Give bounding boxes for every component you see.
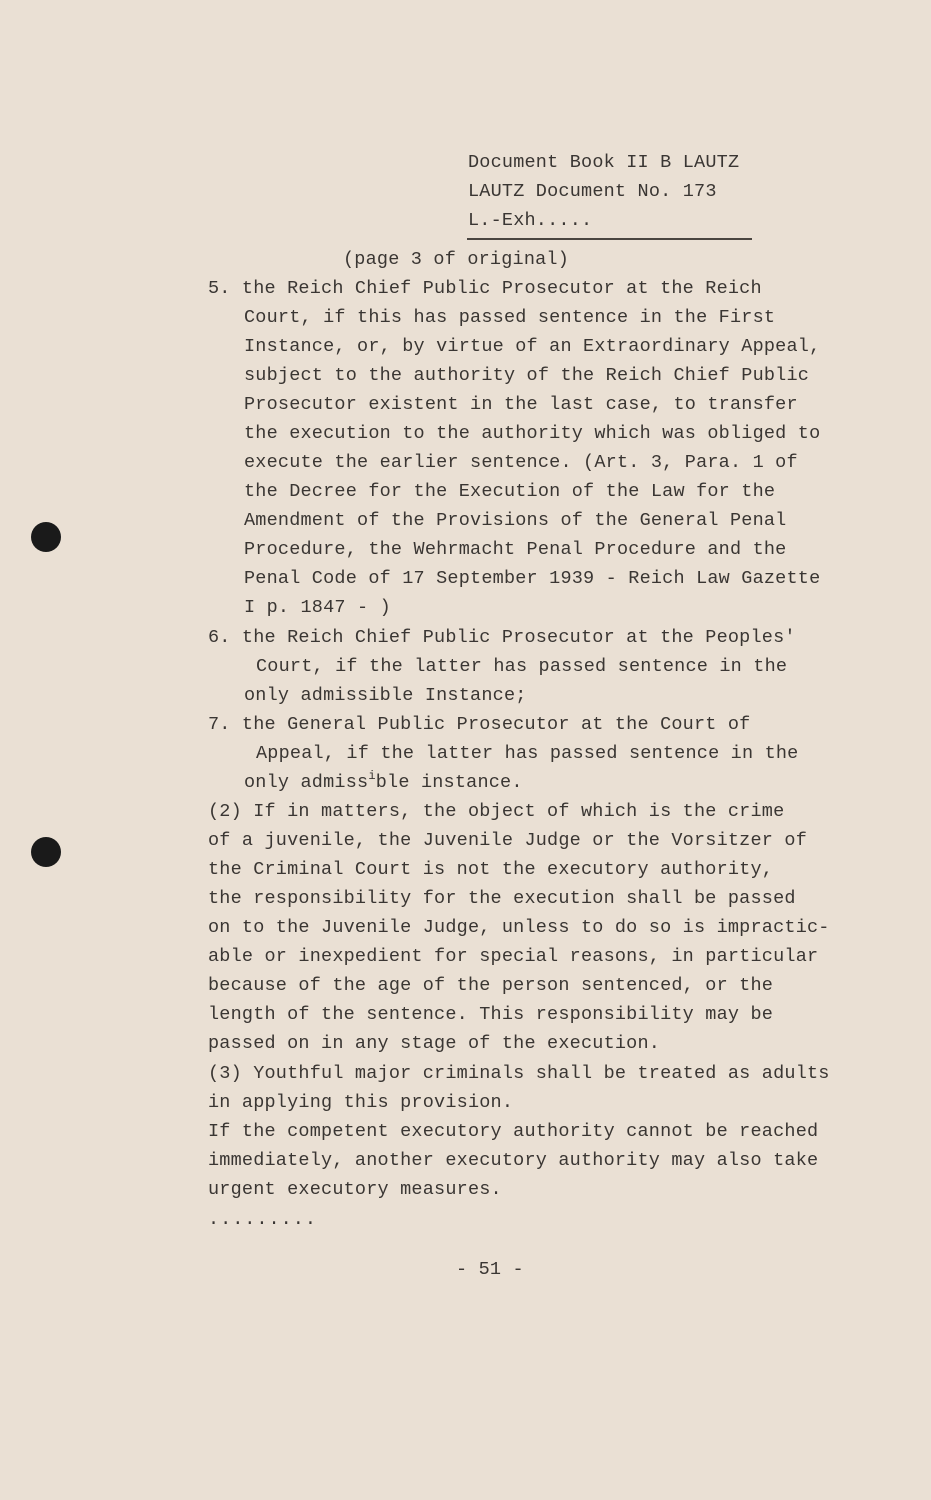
item-7-line — [244, 768, 523, 797]
item-7-superscript: i — [368, 769, 376, 783]
item-7-text-a: only admiss — [244, 772, 369, 793]
item-5-line: Procedure, the Wehrmacht Penal Procedure and the — [244, 539, 787, 560]
item-6-line: Court, if the latter has passed sentence in the — [256, 656, 788, 677]
punch-hole-top — [31, 522, 61, 552]
item-5-line: subject to the authority of the Reich Chief Public — [244, 365, 810, 386]
item-5-line: I p. 1847 - ) — [244, 597, 391, 618]
item-5-line: 5. the Reich Chief Public Prosecutor at the Reich — [208, 278, 762, 299]
paragraph-4-line: If the competent executory authority cannot be reached — [208, 1121, 819, 1142]
paragraph-3-line: in applying this provision. — [208, 1092, 514, 1113]
paragraph-3-line: (3) Youthful major criminals shall be treated as adults — [208, 1063, 830, 1084]
item-5-line: Prosecutor existent in the last case, to transfer — [244, 394, 798, 415]
paragraph-2-line: because of the age of the person sentenced, or the — [208, 975, 774, 996]
item-5-line: Amendment of the Provisions of the General Penal — [244, 510, 787, 531]
item-5-line: Penal Code of 17 September 1939 - Reich Law Gazette — [244, 568, 821, 589]
punch-hole-bottom — [31, 837, 61, 867]
page-number: - 51 - — [456, 1259, 524, 1280]
item-6-line: 6. the Reich Chief Public Prosecutor at the Peoples' — [208, 627, 796, 648]
item-7-line: 7. the General Public Prosecutor at the Court of — [208, 714, 751, 735]
ellipsis: ......... — [208, 1209, 317, 1230]
paragraph-2-line: length of the sentence. This responsibility may be — [208, 1004, 774, 1025]
item-7-line: Appeal, if the latter has passed sentence in the — [256, 743, 799, 764]
paragraph-2-line: the responsibility for the execution shall be passed — [208, 888, 796, 909]
item-5-line: execute the earlier sentence. (Art. 3, Para. 1 of — [244, 452, 798, 473]
header-line-2: LAUTZ Document No. 173 — [468, 181, 717, 202]
item-5-line: Instance, or, by virtue of an Extraordinary Appeal, — [244, 336, 821, 357]
paragraph-2-line: the Criminal Court is not the executory authority, — [208, 859, 774, 880]
paragraph-4-line: urgent executory measures. — [208, 1179, 502, 1200]
item-5-line: Court, if this has passed sentence in the First — [244, 307, 776, 328]
header-line-3: L.-Exh..... — [468, 210, 593, 231]
paragraph-2-line: on to the Juvenile Judge, unless to do so is impractic- — [208, 917, 830, 938]
page-reference: (page 3 of original) — [343, 249, 570, 270]
item-6-line: only admissible Instance; — [244, 685, 527, 706]
paragraph-2-line: able or inexpedient for special reasons, in particular — [208, 946, 819, 967]
item-7-text-b: ble instance. — [375, 772, 523, 793]
item-5-line: the Decree for the Execution of the Law for the — [244, 481, 776, 502]
paragraph-2-line: of a juvenile, the Juvenile Judge or the Vorsitzer of — [208, 830, 807, 851]
header-line-1: Document Book II B LAUTZ — [468, 152, 740, 173]
header-rule — [467, 238, 752, 240]
paragraph-4-line: immediately, another executory authority may also take — [208, 1150, 819, 1171]
paragraph-2-line: (2) If in matters, the object of which is the crime — [208, 801, 785, 822]
item-5-line: the execution to the authority which was obliged to — [244, 423, 821, 444]
paragraph-2-line: passed on in any stage of the execution. — [208, 1033, 661, 1054]
